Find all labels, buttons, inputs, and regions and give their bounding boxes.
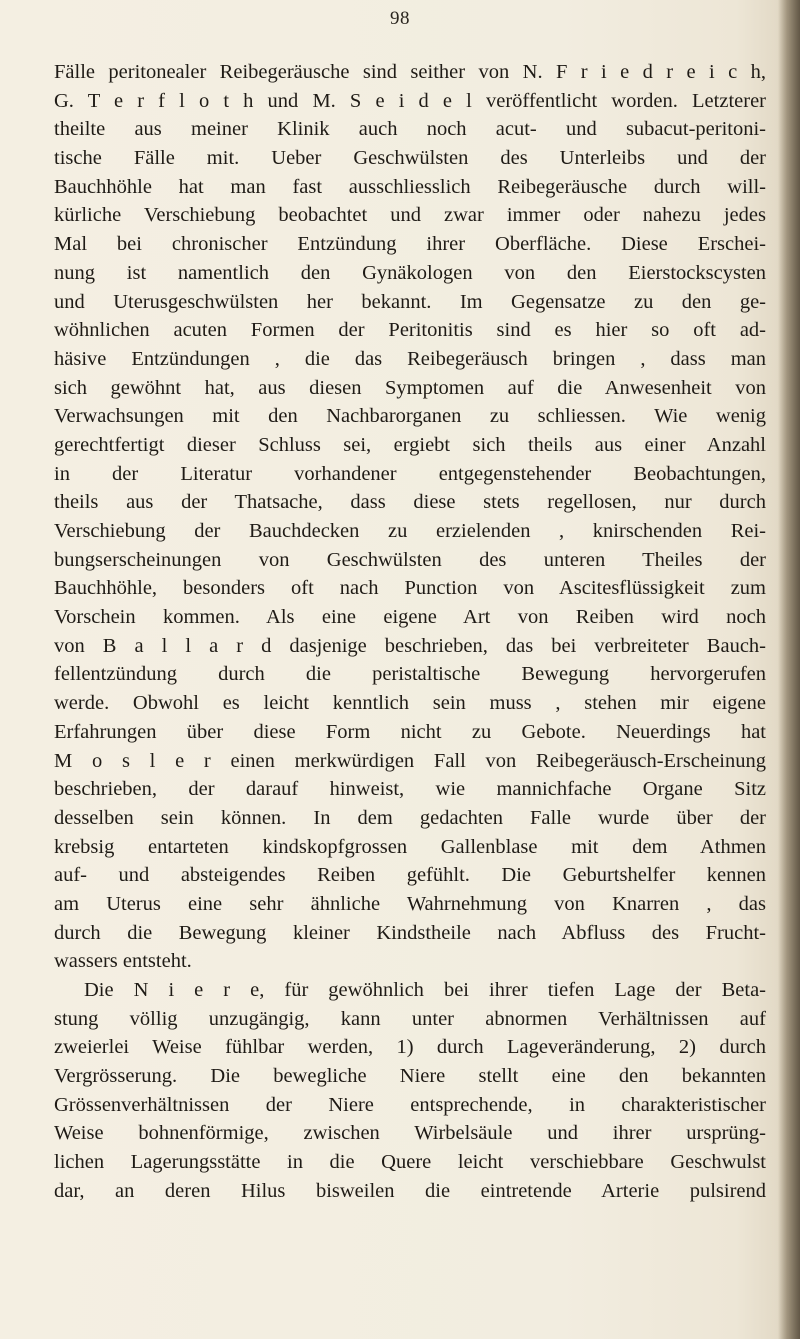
text-line: lichen Lagerungsstätte in die Quere leicht verschiebbare Geschwulst [54, 1151, 766, 1174]
paragraph-start-line: Die N i e r e, für gewöhnlich bei ihrer tiefen Lage der Beta- [84, 979, 766, 1001]
text-line: krebsig entarteten kindskopfgrossen Gallenblase mit dem Athmen [54, 835, 766, 858]
paragraph-end-line: wassers entsteht. [54, 950, 192, 973]
text-line: bungserscheinungen von Geschwülsten des unteren Theiles der [54, 548, 766, 571]
text-line: am Uterus eine sehr ähnliche Wahrnehmung von Knarren , das [54, 892, 766, 915]
text-line: Vergrösserung. Die bewegliche Niere stellt eine den bekannten [54, 1065, 766, 1088]
text-line: durch die Bewegung kleiner Kindstheile nach Abfluss des Frucht- [54, 921, 766, 944]
text-line: in der Literatur vorhandener entgegenstehender Beobachtungen, [54, 462, 766, 485]
text-line: und Uterusgeschwülsten her bekannt. Im Gegensatze zu den ge- [54, 290, 766, 313]
text-line: G. T e r f l o t h und M. S e i d e l veröffentlicht worden. Letzterer [54, 89, 766, 112]
body-text [54, 58, 766, 1206]
text-line: werde. Obwohl es leicht kenntlich sein muss , stehen mir eigene [54, 692, 766, 715]
text-line: gerechtfertigt dieser Schluss sei, ergiebt sich theils aus einer Anzahl [54, 433, 766, 456]
text-line: desselben sein können. In dem gedachten Falle wurde über der [54, 806, 766, 829]
text-line: theils aus der Thatsache, dass diese stets regellosen, nur durch [54, 491, 766, 514]
text-line: häsive Entzündungen , die das Reibegeräusch bringen , dass man [54, 347, 766, 370]
text-line: von B a l l a r d dasjenige beschrieben, das bei verbreiteter Bauch- [54, 634, 766, 657]
text-line: dar, an deren Hilus bisweilen die eintretende Arterie pulsirend [54, 1179, 766, 1202]
text-line: kürliche Verschiebung beobachtet und zwar immer oder nahezu jedes [54, 204, 766, 227]
text-line: Erfahrungen über diese Form nicht zu Gebote. Neuerdings hat [54, 720, 766, 743]
text-line: theilte aus meiner Klinik auch noch acut- und subacut-peritoni- [54, 118, 766, 141]
page-number: 98 [390, 8, 410, 29]
text-line: tische Fälle mit. Ueber Geschwülsten des Unterleibs und der [54, 147, 766, 170]
text-line: Verschiebung der Bauchdecken zu erzielenden , knirschenden Rei- [54, 520, 766, 542]
text-line: M o s l e r einen merkwürdigen Fall von Reibegeräusch-Erscheinung [54, 749, 766, 772]
text-line: Bauchhöhle, besonders oft nach Punction von Ascitesflüssigkeit zum [54, 577, 766, 600]
text-line: Verwachsungen mit den Nachbarorganen zu schliessen. Wie wenig [54, 405, 766, 428]
text-line: Weise bohnenförmige, zwischen Wirbelsäule und ihrer ursprüng- [54, 1122, 766, 1145]
text-line: zweierlei Weise fühlbar werden, 1) durch Lageveränderung, 2) durch [54, 1036, 766, 1059]
text-line: fellentzündung durch die peristaltische Bewegung hervorgerufen [54, 663, 766, 686]
text-line: sich gewöhnt hat, aus diesen Symptomen auf die Anwesenheit von [54, 376, 766, 399]
text-line: nung ist namentlich den Gynäkologen von den Eierstockscysten [54, 261, 766, 284]
page-binding-edge [778, 0, 800, 1339]
text-line: Mal bei chronischer Entzündung ihrer Oberfläche. Diese Erschei- [54, 233, 766, 256]
text-line: wöhnlichen acuten Formen der Peritonitis sind es hier so oft ad- [54, 319, 766, 342]
text-line: Grössenverhältnissen der Niere entsprechende, in charakteristischer [54, 1093, 766, 1116]
text-line: Fälle peritonealer Reibegeräusche sind seither von N. F r i e d r e i c h, [54, 61, 766, 83]
text-line: stung völlig unzugängig, kann unter abnormen Verhältnissen auf [54, 1007, 766, 1030]
text-line: beschrieben, der darauf hinweist, wie mannichfache Organe Sitz [54, 778, 766, 801]
text-line: Bauchhöhle hat man fast ausschliesslich Reibegeräusche durch will- [54, 175, 766, 198]
text-line: Vorschein kommen. Als eine eigene Art von Reiben wird noch [54, 606, 766, 629]
text-line: auf- und absteigendes Reiben gefühlt. Die Geburtshelfer kennen [54, 864, 766, 887]
